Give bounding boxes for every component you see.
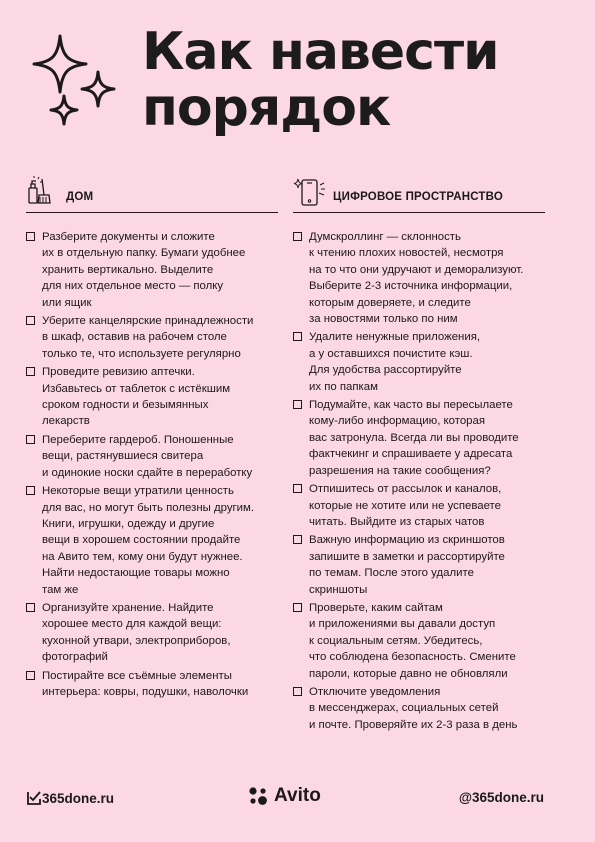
list-item: [293, 481, 545, 530]
list-item-text: Организуйте хранение. Найдите хорошее место для каждой вещи: кухонной утвари, электроприборов, фотографий: [42, 601, 231, 664]
checkbox-icon[interactable]: [293, 603, 302, 612]
checkbox-icon[interactable]: [293, 484, 302, 493]
digital-heading-label: ЦИФРОВОЕ ПРОСТРАНСТВО: [333, 191, 504, 203]
cleaning-supplies-icon: [26, 175, 60, 209]
home-column: [26, 172, 278, 702]
avito-logo: [248, 785, 321, 807]
checkbox-icon[interactable]: [293, 400, 302, 409]
checkbox-icon[interactable]: [26, 435, 35, 444]
list-item-text: Удалите ненужные приложения, а у оставшихся почистите кэш. Для удобства рассортируйте их по папкам: [309, 331, 481, 393]
list-item: [293, 397, 545, 479]
checkbox-icon[interactable]: [293, 332, 302, 341]
list-item: [26, 668, 278, 701]
list-item: [293, 329, 545, 395]
site-link[interactable]: [26, 790, 114, 806]
page-title: Как навести порядок: [142, 22, 499, 138]
digital-heading: [293, 172, 545, 213]
list-item-text: Важную информацию из скриншотов запишите в заметки и рассортируйте по темам. После этого удалите скриншоты: [309, 534, 505, 596]
social-handle[interactable]: @365done.ru: [458, 790, 544, 805]
list-item: [293, 684, 545, 733]
checkbox-icon[interactable]: [26, 232, 35, 241]
list-item-text: Проверьте, каким сайтам и приложениями вы давали доступ к социальным сетям. Убедитесь, что соблюдена безопасность. Смените пароли, которые давно не обновляли: [309, 601, 516, 680]
list-item-text: Уберите канцелярские принадлежности в шкаф, оставив на рабочем столе только те, что используете регулярно: [42, 315, 254, 360]
footer: [0, 782, 595, 812]
list-item-text: Некоторые вещи утратили ценность для вас, но могут быть полезны другим. Книги, игрушки, одежду и другие вещи в хорошем состоянии продайте на Авито тем, кому они будут нужнее. Найти недостающие товары можно там же: [42, 485, 255, 596]
checkbox-icon[interactable]: [293, 687, 302, 696]
checkbox-icon[interactable]: [26, 367, 35, 376]
list-item: [26, 364, 278, 430]
checkbox-icon[interactable]: [293, 232, 302, 241]
digital-column: [293, 172, 545, 735]
list-item: [26, 483, 278, 598]
list-item: [26, 600, 278, 666]
list-item: [26, 229, 278, 311]
sparkles-icon: [24, 32, 124, 132]
home-heading: [26, 172, 278, 213]
list-item: [26, 432, 278, 481]
list-item-text: Разберите документы и сложите их в отдельную папку. Бумаги удобнее хранить вертикально. Выделите для них отдельное место — полку или ящик: [42, 231, 246, 309]
list-item-text: Постирайте все съёмные элементы интерьера: ковры, подушки, наволочки: [42, 669, 249, 698]
site-link-text: 365done.ru: [42, 790, 115, 806]
list-item: [293, 532, 545, 598]
avito-dots-icon: [248, 786, 270, 806]
home-checklist: [26, 213, 278, 700]
list-item-text: Переберите гардероб. Поношенные вещи, растянувшиеся свитера и одинокие носки сдайте в переработку: [42, 433, 253, 479]
list-item: [293, 600, 545, 682]
list-item-text: Проведите ревизию аптечки. Избавьтесь от таблеток с истёкшим сроком годности и безымянных лекарств: [42, 366, 231, 428]
digital-checklist: [293, 213, 545, 733]
checkbox-icon[interactable]: [293, 535, 302, 544]
checkmark-box-icon: [26, 790, 42, 806]
list-item-text: Отпишитесь от рассылок и каналов, которые не хотите или не успеваете читать. Выйдите из старых чатов: [309, 483, 502, 528]
checkbox-icon[interactable]: [26, 316, 35, 325]
avito-logo-text: Avito: [274, 785, 321, 806]
smartphone-sparkle-icon: [293, 175, 327, 209]
checkbox-icon[interactable]: [26, 486, 35, 495]
list-item: [26, 313, 278, 362]
list-item-text: Думскроллинг — склонность к чтению плохих новостей, несмотря на то что они удручают и деморализуют. Выберите 2-3 источника информации, которым доверяете, и следите за новостями только по ним: [309, 231, 524, 326]
list-item-text: Подумайте, как часто вы пересылаете кому-либо информацию, которая вас затронула. Всегда ли вы проводите фактчекинг и спрашиваете у адресата разрешения на такие сообщения?: [309, 399, 519, 477]
list-item: [293, 229, 545, 327]
home-heading-label: ДОМ: [66, 191, 94, 203]
list-item-text: Отключите уведомления в мессенджерах, социальных сетей и почте. Проверяйте их 2-3 раза в день: [309, 685, 518, 731]
checkbox-icon[interactable]: [26, 603, 35, 612]
checkbox-icon[interactable]: [26, 671, 35, 680]
